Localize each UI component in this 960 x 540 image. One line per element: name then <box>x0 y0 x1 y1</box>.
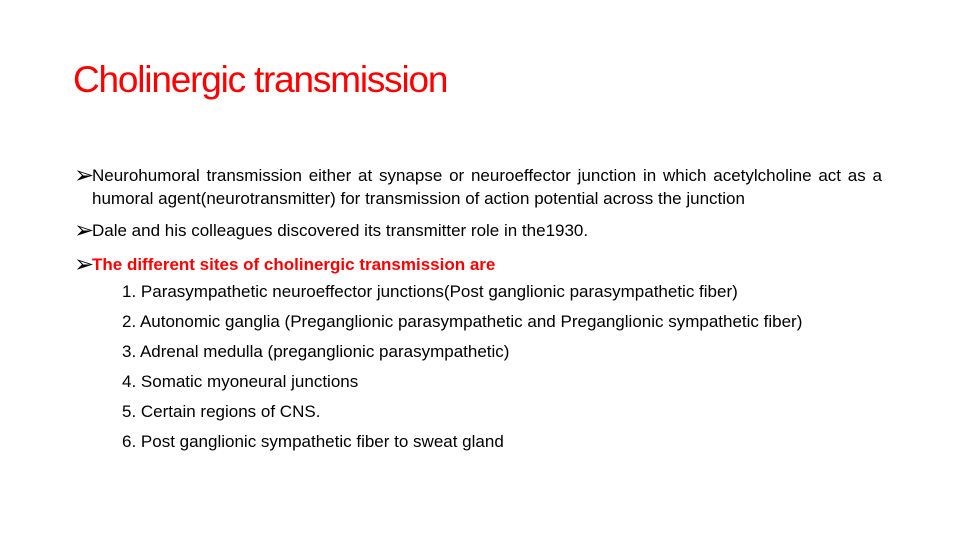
arrowhead-bullet-icon: ➢ <box>74 216 95 244</box>
slide-content <box>74 161 882 460</box>
sites-list <box>122 280 882 453</box>
bullet-text: Dale and his colleagues discovered its transmitter role in the1930. <box>92 221 589 240</box>
slide-title: Cholinergic transmission <box>73 59 448 100</box>
list-item: 5. Certain regions of CNS. <box>122 402 321 421</box>
bullet-text-highlight: The different sites of cholinergic transmission are <box>92 255 496 274</box>
bullet-item <box>74 216 882 244</box>
list-item: 6. Post ganglionic sympathetic fiber to sweat gland <box>122 432 504 451</box>
bullet-text: Neurohumoral transmission either at synapse or neuroeffector junction in which acetylcholine act as a humoral agent(neurotransmitter) for transmission of action potential across the junction <box>92 166 882 208</box>
list-item: 4. Somatic myoneural junctions <box>122 372 359 391</box>
list-item: 3. Adrenal medulla (preganglionic parasympathetic) <box>122 342 510 361</box>
list-item: 2. Autonomic ganglia (Preganglionic parasympathetic and Preganglionic sympathetic fiber) <box>122 312 803 331</box>
arrowhead-bullet-icon: ➢ <box>74 161 95 189</box>
list-item: 1. Parasympathetic neuroeffector junctions(Post ganglionic parasympathetic fiber) <box>122 282 738 301</box>
bullet-item <box>74 250 882 278</box>
bullet-item <box>74 161 882 210</box>
arrowhead-bullet-icon: ➢ <box>74 250 95 278</box>
